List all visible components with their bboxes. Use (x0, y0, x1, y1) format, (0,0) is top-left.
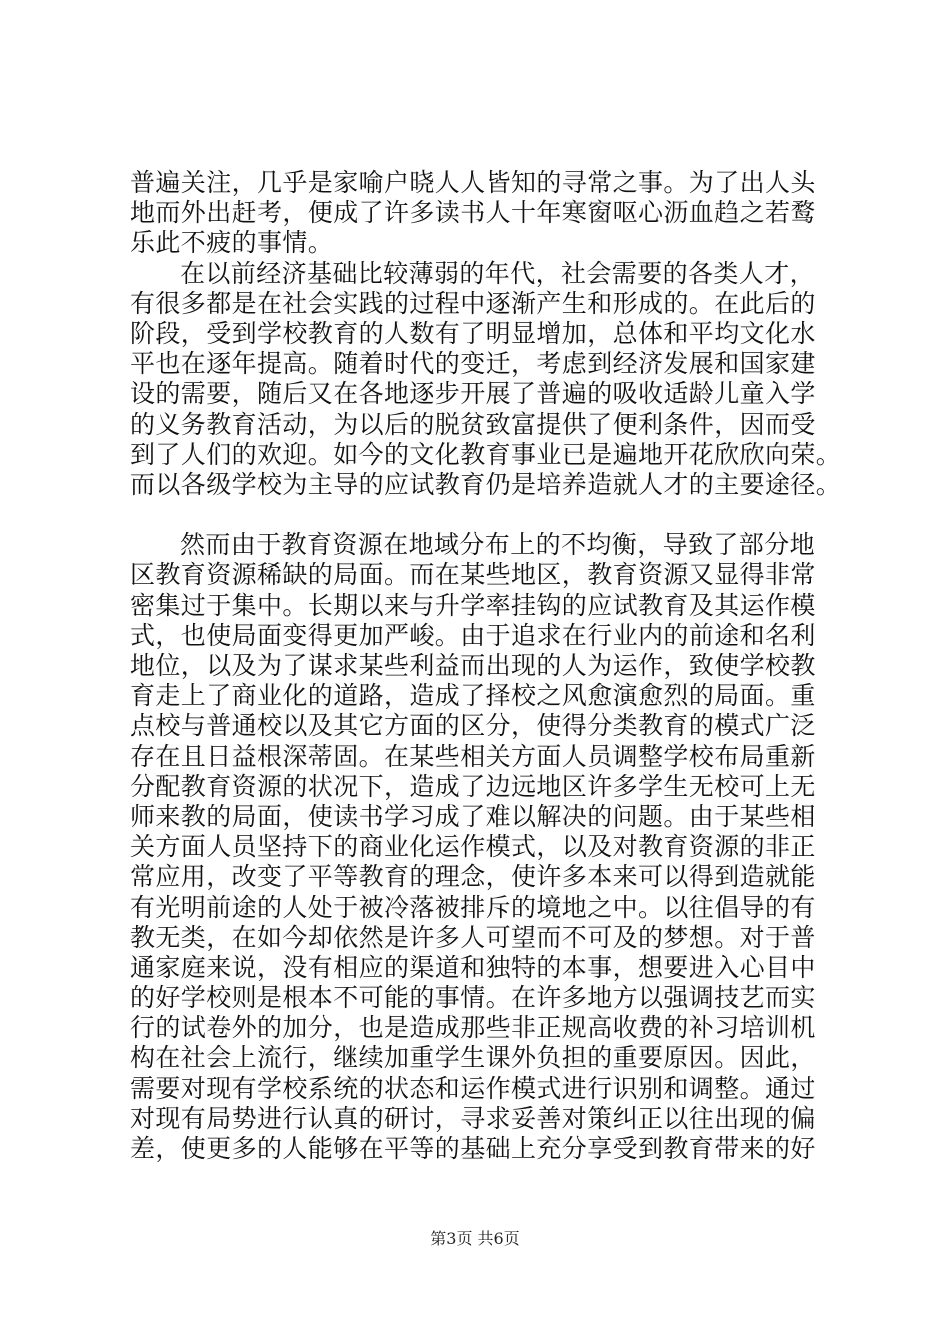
text-line: 设的需要，随后又在各地逐步开展了普遍的吸收适龄儿童入学 (130, 379, 816, 409)
text-line: 地位，以及为了谋求某些利益而出现的人为运作，致使学校教 (130, 651, 816, 680)
text-line: 平也在逐年提高。随着时代的变迁，考虑到经济发展和国家建 (130, 349, 816, 379)
text-line: 师来教的局面，使读书学习成了难以解决的问题。由于某些相 (130, 801, 816, 831)
paragraph-first-line: 在以前经济基础比较薄弱的年代，社会需要的各类人才， (180, 258, 816, 288)
text-line: 对现有局势进行认真的研讨，寻求妥善对策纠正以往出现的偏 (130, 1103, 816, 1133)
text-line: 式，也使局面变得更加严峻。由于追求在行业内的前途和名利 (130, 620, 816, 650)
text-line: 区教育资源稀缺的局面。而在某些地区，教育资源又显得非常 (130, 560, 816, 590)
text-line: 存在且日益根深蒂固。在某些相关方面人员调整学校布局重新 (130, 741, 816, 771)
text-line: 的好学校则是根本不可能的事情。在许多地方以强调技艺而实 (130, 983, 816, 1013)
text-line: 点校与普通校以及其它方面的区分，使得分类教育的模式广泛 (130, 711, 816, 741)
paragraph-first-line: 然而由于教育资源在地域分布上的不均衡，导致了部分地 (180, 530, 816, 560)
paragraph-gap (130, 500, 850, 530)
text-line: 行的试卷外的加分，也是造成那些非正规高收费的补习培训机 (130, 1013, 816, 1043)
body-text (130, 168, 850, 1164)
text-line: 乐此不疲的事情。 (130, 228, 334, 258)
page-number-footer: 第3页 共6页 (430, 1229, 520, 1248)
text-line: 常应用，改变了平等教育的理念，使许多本来可以得到造就能 (130, 862, 816, 892)
text-line: 教无类，在如今却依然是许多人可望而不可及的梦想。对于普 (130, 922, 816, 952)
text-line: 普遍关注，几乎是家喻户晓人人皆知的寻常之事。为了出人头 (130, 168, 816, 197)
text-line: 构在社会上流行，继续加重学生课外负担的重要原因。因此， (130, 1043, 816, 1073)
text-line: 而以各级学校为主导的应试教育仍是培养造就人才的主要途径。 (130, 469, 842, 499)
text-line: 差，使更多的人能够在平等的基础上充分享受到教育带来的好 (130, 1134, 816, 1163)
text-line: 需要对现有学校系统的状态和运作模式进行识别和调整。通过 (130, 1073, 816, 1103)
text-line: 通家庭来说，没有相应的渠道和独特的本事，想要进入心目中 (130, 952, 816, 982)
text-line: 分配教育资源的状况下，造成了边远地区许多学生无校可上无 (130, 771, 816, 801)
text-line: 地而外出赶考，便成了许多读书人十年寒窗呕心沥血趋之若鹜 (130, 198, 816, 228)
text-line: 有很多都是在社会实践的过程中逐渐产生和形成的。在此后的 (130, 288, 816, 318)
text-line: 阶段，受到学校教育的人数有了明显增加，总体和平均文化水 (130, 318, 816, 348)
text-line: 育走上了商业化的道路，造成了择校之风愈演愈烈的局面。重 (130, 681, 816, 711)
text-line: 密集过于集中。长期以来与升学率挂钩的应试教育及其运作模 (130, 590, 816, 620)
text-line: 的义务教育活动，为以后的脱贫致富提供了便利条件，因而受 (130, 409, 816, 439)
text-line: 有光明前途的人处于被冷落被排斥的境地之中。以往倡导的有 (130, 892, 816, 922)
text-line: 到了人们的欢迎。如今的文化教育事业已是遍地开花欣欣向荣。 (130, 439, 842, 469)
text-line: 关方面人员坚持下的商业化运作模式，以及对教育资源的非正 (130, 832, 816, 862)
